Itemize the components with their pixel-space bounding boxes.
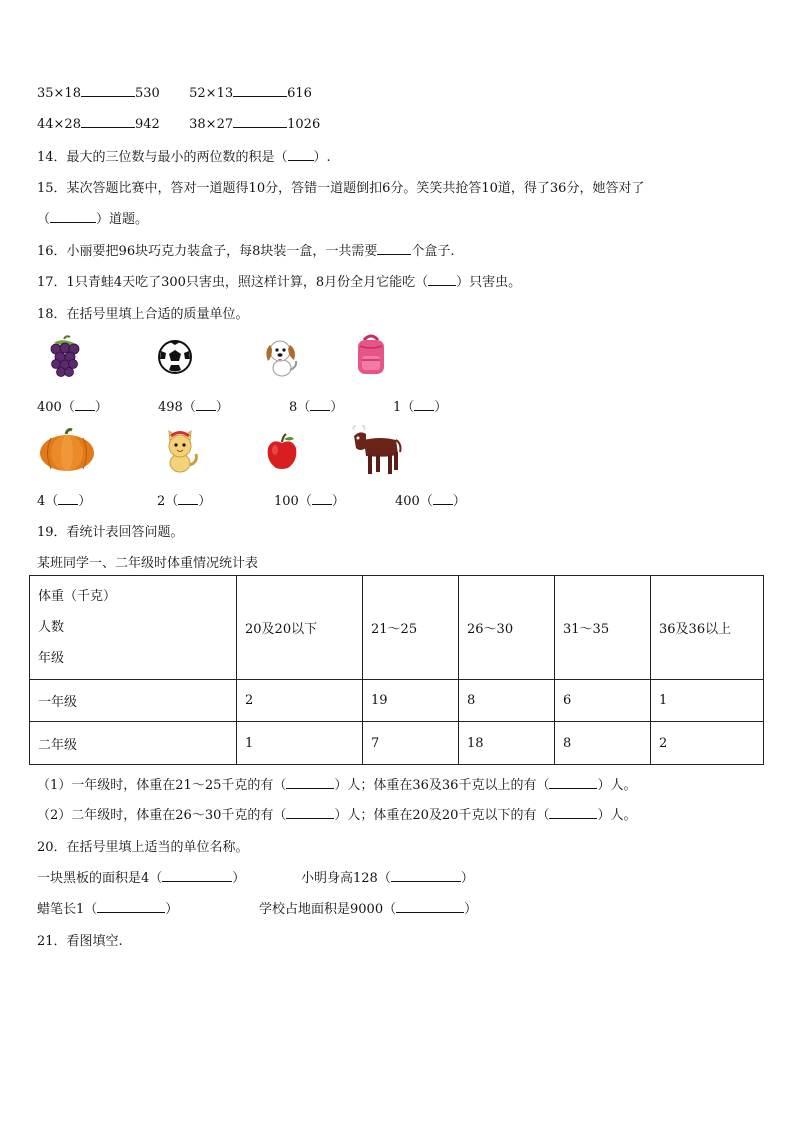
mass-item: 400（ ） — [395, 494, 466, 509]
compare-row-1 — [37, 84, 312, 101]
backpack-icon — [352, 332, 390, 378]
table-cell: 2 — [237, 680, 363, 722]
question-14: 14．最大的三位数与最小的两位数的积是（ ）. — [37, 150, 331, 165]
answer-blank[interactable] — [391, 869, 461, 882]
question-17: 17．1只青蛙4天吃了300只害虫，照这样计算，8月份全月它能吃（ ）只害虫。 — [37, 275, 522, 290]
column-header: 26～30 — [459, 576, 555, 680]
answer-blank[interactable] — [58, 492, 78, 505]
cow-icon — [350, 422, 402, 478]
answer-blank[interactable] — [288, 148, 314, 161]
mass-item: 2（ ） — [157, 494, 212, 509]
table-cell: 2 — [651, 722, 764, 765]
answer-blank[interactable] — [178, 492, 198, 505]
question-20-item: 蜡笔长1（ ） — [37, 902, 179, 917]
answer-blank[interactable] — [549, 776, 597, 789]
answer-blank[interactable] — [428, 273, 456, 286]
answer-blank[interactable] — [97, 900, 165, 913]
question-20-item: 学校占地面积是9000（ ） — [259, 902, 478, 917]
answer-blank[interactable] — [81, 115, 135, 128]
mass-item: 8（ ） — [289, 400, 344, 415]
answer-blank[interactable] — [414, 398, 434, 411]
question-19-sub1: （1）一年级时，体重在21～25千克的有（ ）人；体重在36及36千克以上的有（ ）人。 — [37, 778, 637, 793]
answer-blank[interactable] — [196, 398, 216, 411]
answer-blank[interactable] — [75, 398, 95, 411]
table-cell: 18 — [459, 722, 555, 765]
answer-blank[interactable] — [81, 84, 135, 97]
mass-item: 4（ ） — [37, 494, 92, 509]
question-15-line2: （ ）道题。 — [37, 212, 149, 227]
pumpkin-icon — [38, 428, 96, 472]
table-cell: 7 — [363, 722, 459, 765]
question-21-title: 21．看图填空. — [37, 934, 123, 949]
question-20-title: 20．在括号里填上适当的单位名称。 — [37, 840, 249, 855]
table-title: 某班同学一、二年级时体重情况统计表 — [37, 556, 259, 571]
question-19-sub2: （2）二年级时，体重在26～30千克的有（ ）人；体重在20及20千克以下的有（ ）人。 — [37, 808, 637, 823]
table-cell: 6 — [555, 680, 651, 722]
grapes-icon — [46, 335, 82, 379]
kitten-icon — [160, 428, 200, 474]
weight-stats-table — [29, 575, 764, 765]
answer-blank[interactable] — [50, 210, 96, 223]
table-cell: 19 — [363, 680, 459, 722]
compare-item: 52×13 616 — [189, 86, 312, 101]
question-19-title: 19．看统计表回答问题。 — [37, 525, 184, 540]
answer-blank[interactable] — [310, 398, 330, 411]
answer-blank[interactable] — [286, 806, 334, 819]
table-header-row — [30, 576, 764, 680]
mass-item: 100（ ） — [274, 494, 345, 509]
row-label: 二年级 — [30, 722, 237, 765]
answer-blank[interactable] — [549, 806, 597, 819]
answer-blank[interactable] — [162, 869, 232, 882]
answer-blank[interactable] — [286, 776, 334, 789]
answer-blank[interactable] — [396, 900, 464, 913]
table-row — [30, 722, 764, 765]
apple-icon — [264, 433, 300, 471]
mass-item: 400（ ） — [37, 400, 108, 415]
question-20-item: 小明身高128（ ） — [301, 871, 474, 886]
header-corner-cell: 体重（千克） 人数 年级 — [30, 576, 237, 680]
soccer-ball-icon — [157, 339, 193, 375]
column-header: 20及20以下 — [237, 576, 363, 680]
compare-item: 44×28 942 — [37, 117, 160, 132]
column-header: 31～35 — [555, 576, 651, 680]
table-cell: 1 — [237, 722, 363, 765]
column-header: 21～25 — [363, 576, 459, 680]
answer-blank[interactable] — [233, 84, 287, 97]
answer-blank[interactable] — [433, 492, 453, 505]
row-label: 一年级 — [30, 680, 237, 722]
table-cell: 8 — [459, 680, 555, 722]
table-cell: 8 — [555, 722, 651, 765]
compare-item: 38×27 1026 — [189, 117, 321, 132]
puppy-icon — [262, 335, 300, 379]
answer-blank[interactable] — [377, 242, 411, 255]
question-20-item: 一块黑板的面积是4（ ） — [37, 871, 246, 886]
compare-row-2 — [37, 115, 320, 132]
question-18-title: 18．在括号里填上合适的质量单位。 — [37, 307, 249, 322]
question-15-line1: 15．某次答题比赛中，答对一道题得10分，答错一道题倒扣6分。笑笑共抢答10道，得了36分，她答对了 — [37, 181, 645, 196]
mass-item: 498（ ） — [158, 400, 229, 415]
answer-blank[interactable] — [312, 492, 332, 505]
table-cell: 1 — [651, 680, 764, 722]
answer-blank[interactable] — [233, 115, 287, 128]
column-header: 36及36以上 — [651, 576, 764, 680]
compare-item: 35×18 530 — [37, 86, 160, 101]
table-row — [30, 680, 764, 722]
question-16: 16．小丽要把96块巧克力装盒子，每8块装一盒，一共需要 个盒子. — [37, 244, 455, 259]
mass-item: 1（ ） — [393, 400, 448, 415]
